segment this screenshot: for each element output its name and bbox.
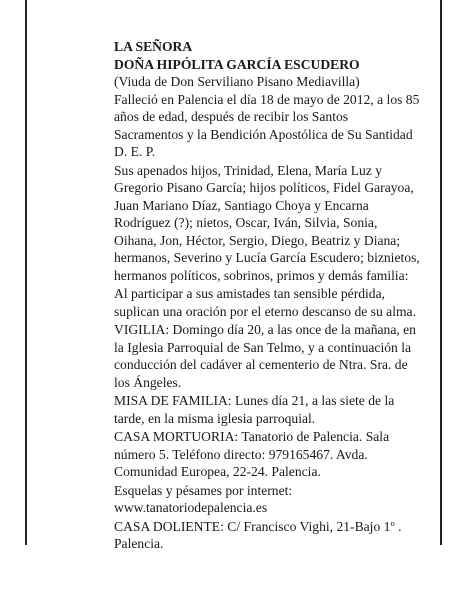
widow-line: (Viuda de Don Serviliano Pisano Mediavilla) — [114, 74, 360, 89]
mourning-house-paragraph — [114, 518, 434, 553]
vigil-line: la Iglesia Parroquial de San Telmo, y a continuación la — [114, 339, 412, 355]
vigil-line: conducción del cadáver al cementerio de Ntra. Sra. de — [114, 357, 408, 372]
death-line: Sacramentos y la Bendición Apostólica de Su Santidad — [114, 126, 413, 142]
internet-line: Esquelas y pésames por internet: — [114, 482, 293, 498]
death-line: Falleció en Palencia el día 18 de mayo de 2012, a los 85 — [114, 91, 420, 107]
family-line: Oihana, Jon, Héctor, Sergio, Diego, Beatriz y Diana; — [114, 232, 401, 248]
death-paragraph — [114, 91, 434, 161]
frame-right-border — [440, 0, 442, 545]
internet-url: www.tanatoriodepalencia.es — [114, 500, 268, 515]
family-line: Sus apenados hijos, Trinidad, Elena, María Luz y — [114, 162, 383, 178]
family-paragraph — [114, 162, 434, 285]
internet-paragraph — [114, 482, 434, 517]
request-line: suplican una oración por el eterno descanso de su alma. — [114, 303, 416, 319]
family-line: hermanos políticos, sobrinos, primos y demás familia: — [114, 267, 409, 283]
obituary-notice — [114, 38, 434, 554]
family-mass-line: MISA DE FAMILIA: Lunes día 21, a las siete de la — [114, 393, 395, 408]
family-line: hermanos, Severino y Lucía García Escudero; biznietos, — [114, 250, 420, 265]
vigil-line: VIGILIA: Domingo día 20, a las once de la mañana, en — [114, 322, 416, 337]
vigil-paragraph — [114, 321, 434, 391]
family-mass-line: tarde, en la misma iglesia parroquial. — [114, 410, 316, 426]
mourning-house-line: CASA DOLIENTE: C/ Francisco Vighi, 21-Bajo 1º . — [114, 518, 402, 534]
mourning-house-line: Palencia. — [114, 536, 164, 551]
family-line: Juan Mariano Díaz, Santiago Choya y Encarna — [114, 197, 369, 213]
deceased-name: DOÑA HIPÓLITA GARCÍA ESCUDERO — [114, 56, 360, 72]
family-line: Gregorio Pisano García; hijos políticos, Fidel Garayoa, — [114, 180, 414, 195]
death-line: D. E. P. — [114, 144, 156, 159]
vigil-line: los Ángeles. — [114, 374, 182, 390]
notice-title: LA SEÑORA — [114, 39, 193, 54]
funeral-home-line: Comunidad Europea, 22-24. Palencia. — [114, 464, 321, 479]
death-line: años de edad, después de recibir los Santos — [114, 109, 349, 124]
funeral-home-line: número 5. Teléfono directo: 979165467. Avda. — [114, 446, 368, 462]
family-mass-paragraph — [114, 392, 434, 427]
funeral-home-line: CASA MORTUORIA: Tanatorio de Palencia. Sala — [114, 429, 390, 444]
request-paragraph — [114, 285, 434, 320]
family-line: Rodríguez (?); nietos, Oscar, Iván, Silvia, Sonia, — [114, 215, 378, 230]
funeral-home-paragraph — [114, 428, 434, 481]
request-line: Al participar a sus amistades tan sensible pérdida, — [114, 286, 386, 301]
frame-left-border — [25, 0, 27, 545]
